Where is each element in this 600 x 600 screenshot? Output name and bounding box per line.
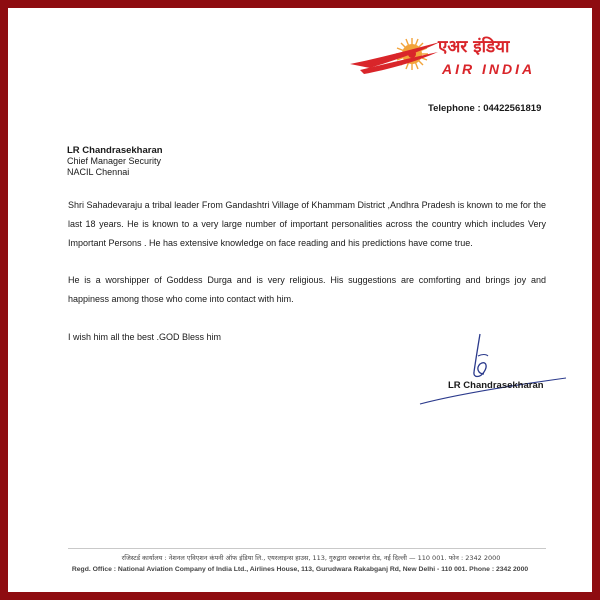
sender-organization: NACIL Chennai: [67, 167, 130, 177]
telephone-line: Telephone : 04422561819: [428, 103, 542, 114]
closing-line: I wish him all the best .GOD Bless him: [68, 332, 222, 342]
logo-english-text: AIR INDIA: [442, 61, 536, 77]
body-paragraph-1: Shri Sahadevaraju a tribal leader From Gandashtri Village of Khammam District ,Andhra Pradesh is known to me for the last 18 years. He is known to a very large number of important personalities across the country which includes Very Important Persons . He has extensive knowledge on face reading and his predictions have come true.: [68, 200, 546, 248]
air-india-logo: [350, 30, 560, 82]
footer-divider: [68, 548, 546, 549]
letter-page: [8, 8, 592, 592]
sender-name: LR Chandrasekharan: [67, 145, 163, 156]
sender-address-block: [67, 145, 163, 178]
signatory-name: LR Chandrasekharan: [448, 380, 544, 391]
footer-hindi-address: रजिस्टर्ड कार्यालय : नेशनल एविएशन कंपनी ऑफ इंडिया लि., एयरलाइन्स हाउस, 113, गुरुद्वारा रकाबगंज रोड, नई दिल्ली — 110 001. फोन : 2342 2000: [121, 554, 501, 562]
signature-icon: [418, 328, 568, 408]
logo-hindi-text: एअर इंडिया: [438, 37, 510, 57]
footer-registered-office: Regd. Office : National Aviation Company of India Ltd., Airlines House, 113, Gurudwara Rakabganj Rd, New Delhi - 110 001. Phone : 2342 2000: [71, 566, 529, 573]
sender-title: Chief Manager Security: [67, 156, 162, 166]
letter-body: [68, 196, 546, 327]
body-paragraph-2: He is a worshipper of Goddess Durga and is very religious. His suggestions are comforting and brings joy and happiness among those who come into contact with him.: [68, 275, 546, 304]
handwritten-signature: [418, 328, 568, 408]
air-india-logo-graphic: [350, 30, 560, 82]
